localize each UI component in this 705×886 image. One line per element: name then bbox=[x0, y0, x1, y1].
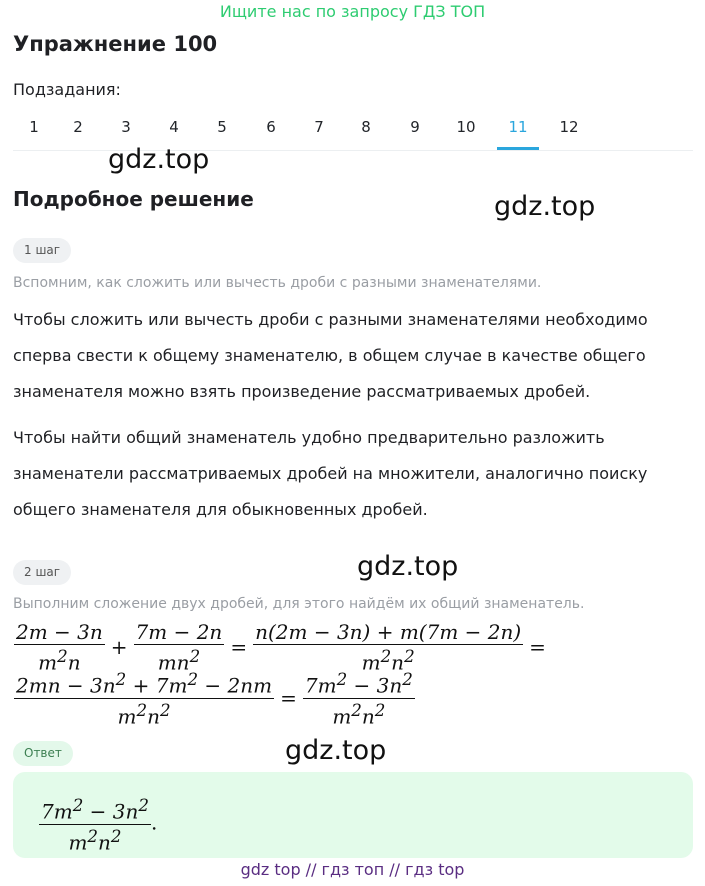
fraction: $\frac{7m^2 - 3n^2}{m^2n^2}$ bbox=[41, 796, 149, 855]
subtask-tab-12[interactable]: 12 bbox=[559, 118, 579, 136]
answer-chip: Ответ bbox=[13, 741, 73, 766]
watermark: gdz.top bbox=[108, 144, 210, 175]
answer-box bbox=[13, 772, 693, 858]
answer-formula: $\frac{7m^2 - 3n^2}{m^2n^2}$ . bbox=[41, 796, 158, 855]
solution-title: Подробное решение bbox=[13, 187, 254, 211]
formula-line-2: $\frac{2mn - 3n^2 + 7m^2 - 2nm}{m^2n^2}$ = $\frac{7m^2 - 3n^2}{m^2n^2}$ bbox=[16, 670, 413, 729]
subtask-tab-7[interactable]: 7 bbox=[314, 118, 324, 136]
fraction: $\frac{7m^2 - 3n^2}{m^2n^2}$ bbox=[304, 670, 413, 729]
step-1-paragraph-1: Чтобы сложить или вычесть дроби с разными знаменателями необходимо сперва свести к общему знаменателю, в общем случае в качестве общего знаменателя можно взять произведение рассматриваемых дробей. bbox=[13, 310, 648, 401]
step-1-chip: 1 шаг bbox=[13, 238, 71, 263]
footer-links: gdz top // гдз топ // гдз top bbox=[240, 860, 465, 879]
watermark: gdz.top bbox=[285, 735, 387, 766]
fraction: $\frac{n(2m - 3n) + m(7m - 2n)}{m^2n^2}$ bbox=[255, 620, 522, 675]
active-tab-indicator bbox=[497, 147, 539, 150]
step-1-hint: Вспомним, как сложить или вычесть дроби с разными знаменателями. bbox=[13, 275, 542, 291]
subtask-tab-3[interactable]: 3 bbox=[121, 118, 131, 136]
subtask-tab-2[interactable]: 2 bbox=[73, 118, 83, 136]
subtask-tab-1[interactable]: 1 bbox=[29, 118, 39, 136]
subtask-tab-11[interactable]: 11 bbox=[508, 118, 528, 136]
fraction: $\frac{2m - 3n}{m^2n}$ bbox=[16, 620, 103, 675]
watermark: gdz.top bbox=[494, 191, 596, 222]
step-1-paragraph-2: Чтобы найти общий знаменатель удобно предварительно разложить знаменатели рассматриваемых дробей на множители, аналогично поиску общего знаменателя для обыкновенных дробей. bbox=[13, 428, 648, 519]
subtask-tab-5[interactable]: 5 bbox=[217, 118, 227, 136]
watermark: gdz.top bbox=[357, 551, 459, 582]
promo-banner: Ищите нас по запросу ГДЗ ТОП bbox=[219, 2, 486, 21]
subtask-tab-4[interactable]: 4 bbox=[169, 118, 179, 136]
fraction: $\frac{2mn - 3n^2 + 7m^2 - 2nm}{m^2n^2}$ bbox=[16, 670, 273, 729]
fraction: $\frac{7m - 2n}{mn^2}$ bbox=[135, 620, 223, 675]
step-2-chip: 2 шаг bbox=[13, 560, 71, 585]
step-2-hint: Выполним сложение двух дробей, для этого найдём их общий знаменатель. bbox=[13, 596, 585, 612]
subtask-tab-6[interactable]: 6 bbox=[266, 118, 276, 136]
subtask-tab-10[interactable]: 10 bbox=[456, 118, 476, 136]
subtasks-label: Подзадания: bbox=[13, 80, 121, 99]
formula-line-1: $\frac{2m - 3n}{m^2n}$ + $\frac{7m - 2n}{mn^2}$ = $\frac{n(2m - 3n) + m(7m - 2n)}{m^2n^2}$ = bbox=[16, 620, 546, 675]
subtask-tab-9[interactable]: 9 bbox=[410, 118, 420, 136]
subtask-tab-8[interactable]: 8 bbox=[361, 118, 371, 136]
exercise-title: Упражнение 100 bbox=[13, 32, 218, 56]
